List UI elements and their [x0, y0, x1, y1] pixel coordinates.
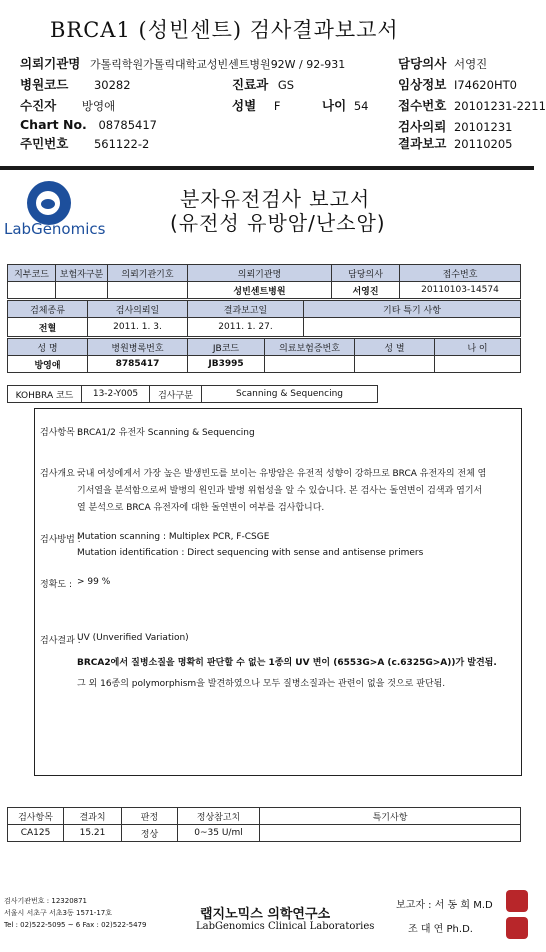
table-header-cell: 지부코드 — [8, 265, 56, 282]
table-cell — [265, 356, 355, 373]
table-row — [8, 808, 521, 825]
header-dept — [232, 75, 294, 93]
overview-line-3: 열 분석으로 BRCA 유전자에 대한 돌연변이 여부를 검사합니다. — [77, 503, 325, 513]
result-line-3: 그 외 16종의 polymorphism을 발견하였으나 모두 질병소질과는 관련이 없을 것으로 판단됨. — [77, 679, 446, 689]
seal-stamp-icon — [506, 890, 528, 912]
table-cell — [435, 356, 521, 373]
report-title: 분자유전검사 보고서 — [180, 187, 371, 211]
table-header-cell: JB코드 — [188, 339, 265, 356]
table-header-cell: 성 별 — [355, 339, 435, 356]
result-header — [0, 0, 546, 160]
header-sex — [232, 96, 280, 114]
report-subtitle: (유전성 유방암/난소암) — [170, 211, 386, 235]
table-cell: 성빈센트병원 — [188, 282, 332, 299]
table-row — [8, 301, 521, 318]
patient-info-table — [7, 264, 521, 299]
label-request: 검사의뢰 — [398, 119, 447, 134]
table-cell: 서영진 — [332, 282, 400, 299]
header-request — [398, 117, 513, 135]
lab-address-line: 검사기관번호 : 12320871 — [4, 897, 88, 905]
table-cell: 방영애 — [8, 356, 88, 373]
result-box — [34, 408, 522, 776]
label-report-date: 결과보고 — [398, 136, 447, 151]
value-chart-no: 08785417 — [98, 118, 157, 132]
value-sex: F — [273, 99, 281, 113]
label-hospital-code: 병원코드 — [20, 77, 69, 92]
sample-info-table — [7, 300, 521, 337]
header-report — [398, 134, 513, 152]
table-row — [8, 356, 521, 373]
lab-address — [4, 895, 146, 931]
label-dept: 진료과 — [232, 77, 269, 92]
value-patient: 방영애 — [81, 99, 116, 113]
table-cell — [56, 282, 108, 299]
test-type-value: Scanning & Sequencing — [202, 386, 378, 403]
item-value: BRCA1/2 유전자 Scanning & Sequencing — [77, 428, 255, 438]
result-line-1: UV (Unverified Variation) — [77, 633, 189, 643]
table-cell — [304, 318, 521, 337]
table-header-cell: 의뢰기관기호 — [108, 265, 188, 282]
labgenomics-logo-icon — [27, 181, 71, 225]
reporter-1: 보고자 : 서 동 희 M.D — [396, 900, 493, 911]
table-header-cell: 접수번호 — [400, 265, 521, 282]
value-rrn: 561122-2 — [93, 137, 150, 151]
value-age: 54 — [353, 99, 369, 113]
table-cell: 전혈 — [8, 318, 88, 337]
header-receipt — [398, 96, 546, 114]
table-header-cell: 결과치 — [64, 808, 122, 825]
table-row — [8, 318, 521, 337]
marker-table — [7, 807, 521, 842]
table-header-cell: 검사항목 — [8, 808, 64, 825]
lab-name-korean: 랩지노믹스 의학연구소 — [200, 907, 331, 922]
table-header-cell: 의뢰기관명 — [188, 265, 332, 282]
lab-address-line: Tel : 02)522-5095 ~ 6 Fax : 02)522-5479 — [4, 921, 147, 929]
method-label: 검사방법 : — [40, 535, 81, 545]
overview-line-2: 기서열을 분석함으로써 발병의 원인과 발병 위험성을 알 수 있습니다. 본 검사는 돌연변이 검색과 염기서 — [77, 486, 483, 496]
table-cell: 정상 — [122, 825, 178, 842]
label-institution: 의뢰기관명 — [20, 56, 81, 71]
value-institution: 가톨릭학원가톨릭대학교성빈센트병원 — [90, 58, 271, 71]
table-header-cell: 담당의사 — [332, 265, 400, 282]
label-chart-no: Chart No. — [20, 117, 87, 132]
label-clinical: 임상정보 — [398, 77, 447, 92]
value-receipt: 20101231-2211 — [453, 99, 546, 113]
table-cell — [355, 356, 435, 373]
logo-text: LabGenomics — [4, 220, 106, 238]
table-header-cell: 검체종류 — [8, 301, 88, 318]
overview-label: 검사개요 : — [40, 469, 81, 479]
value-dept: GS — [277, 78, 295, 92]
result-label: 검사결과 : — [40, 636, 81, 646]
table-header-cell: 나 이 — [435, 339, 521, 356]
table-header-cell: 기타 특기 사항 — [304, 301, 521, 318]
lab-name-english: LabGenomics Clinical Laboratories — [196, 921, 375, 932]
header-age — [322, 96, 368, 114]
test-type-label: 검사구분 — [150, 386, 202, 403]
table-cell — [260, 825, 521, 842]
table-row — [8, 825, 521, 842]
table-cell: 20110103-14574 — [400, 282, 521, 299]
table-header-cell: 보험자구분 — [56, 265, 108, 282]
table-header-cell: 정상참고치 — [178, 808, 260, 825]
table-cell: 2011. 1. 27. — [188, 318, 304, 337]
kohbra-label: KOHBRA 코드 — [8, 386, 82, 403]
value-doctor: 서영진 — [453, 57, 488, 71]
reporter-2: 조 대 연 Ph.D. — [408, 924, 473, 935]
table-cell: 8785417 — [88, 356, 188, 373]
item-label: 검사항목 : — [40, 428, 81, 438]
table-row — [8, 282, 521, 299]
table-header-cell: 검사의뢰일 — [88, 301, 188, 318]
header-doctor — [398, 54, 487, 72]
accuracy-value: > 99 % — [77, 577, 111, 587]
label-age: 나이 — [322, 98, 347, 113]
accuracy-label: 정확도 : — [40, 580, 72, 590]
table-cell — [8, 282, 56, 299]
table-header-cell: 성 명 — [8, 339, 88, 356]
header-row-5 — [20, 134, 149, 152]
header-row-4 — [20, 117, 157, 132]
table-header-cell: 특기사항 — [260, 808, 521, 825]
table-row — [8, 265, 521, 282]
seal-stamp-icon — [506, 917, 528, 939]
header-clinical — [398, 75, 517, 93]
table-row — [8, 386, 378, 403]
table-cell: CA125 — [8, 825, 64, 842]
overview-line-1: 국내 여성에게서 가장 높은 발생빈도를 보이는 유방암은 유전적 성향이 강하므로 BRCA 유전자의 전체 염 — [77, 469, 487, 479]
table-header-cell: 결과보고일 — [188, 301, 304, 318]
header-row-2 — [20, 75, 131, 93]
label-receipt: 접수번호 — [398, 98, 447, 113]
value-institution-code: 92W / 92-931 — [270, 58, 346, 71]
table-header-cell: 의료보험증번호 — [265, 339, 355, 356]
label-patient: 수진자 — [20, 98, 57, 113]
value-request: 20101231 — [453, 120, 513, 134]
table-cell: 0~35 U/ml — [178, 825, 260, 842]
table-header-cell: 병원병록번호 — [88, 339, 188, 356]
value-clinical: I74620HT0 — [453, 78, 517, 92]
method-line-1: Mutation scanning : Multiplex PCR, F-CSGE — [77, 532, 270, 542]
value-hospital-code: 30282 — [93, 78, 131, 92]
table-cell: 2011. 1. 3. — [88, 318, 188, 337]
method-line-2: Mutation identification : Direct sequencing with sense and antisense primers — [77, 548, 424, 558]
result-line-2: BRCA2에서 질병소질을 명확히 판단할 수 없는 1종의 UV 변이 (6553G>A (c.6325G>A))가 발견됨. — [77, 658, 497, 668]
patient-detail-table — [7, 338, 521, 373]
table-cell — [108, 282, 188, 299]
label-doctor: 담당의사 — [398, 56, 447, 71]
table-header-cell: 판정 — [122, 808, 178, 825]
table-row — [8, 339, 521, 356]
document-title: BRCA1 (성빈센트) 검사결과보고서 — [50, 18, 399, 42]
lab-address-line: 서울시 서초구 서초3동 1571-17호 — [4, 909, 112, 917]
table-cell: JB3995 — [188, 356, 265, 373]
value-report-date: 20110205 — [453, 137, 513, 151]
header-row-1 — [20, 54, 345, 72]
kohbra-code: 13-2-Y005 — [82, 386, 150, 403]
label-sex: 성별 — [232, 98, 257, 113]
header-row-3 — [20, 96, 115, 114]
kohbra-table — [7, 385, 378, 403]
table-cell: 15.21 — [64, 825, 122, 842]
label-rrn: 주민번호 — [20, 136, 69, 151]
